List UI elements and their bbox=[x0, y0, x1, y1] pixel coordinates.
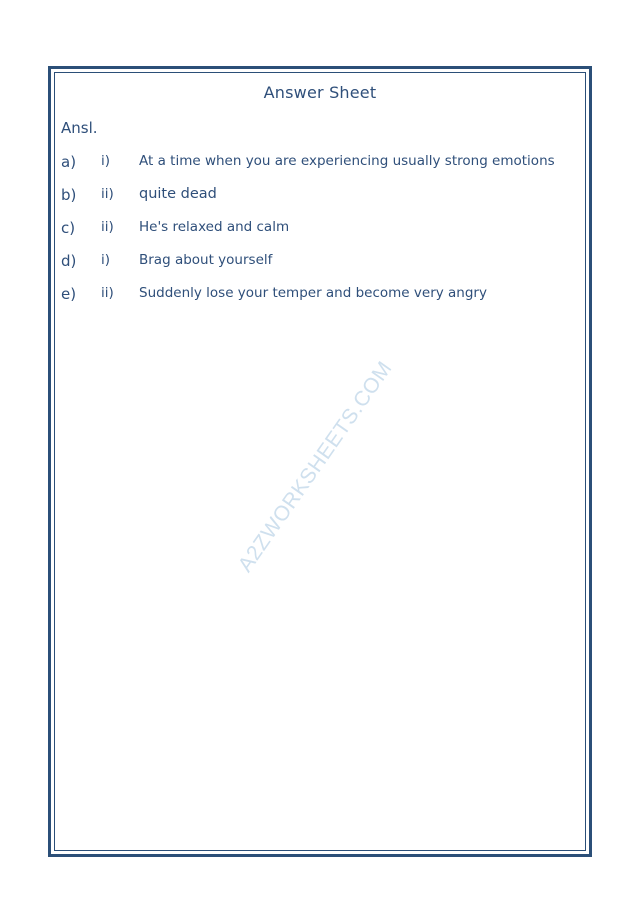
answer-list bbox=[61, 153, 575, 318]
answer-row bbox=[61, 153, 575, 186]
answer-row bbox=[61, 285, 575, 318]
answer-text: He's relaxed and calm bbox=[139, 219, 290, 235]
answer-row bbox=[61, 252, 575, 285]
answer-letter: e) bbox=[61, 285, 77, 303]
answer-letter: d) bbox=[61, 252, 77, 270]
answer-numeral: i) bbox=[101, 252, 111, 268]
answer-letter: b) bbox=[61, 186, 77, 204]
answer-numeral: ii) bbox=[101, 285, 114, 301]
answer-text: quite dead bbox=[139, 186, 217, 202]
watermark: A2ZWORKSHEETS.COM bbox=[233, 357, 397, 577]
answer-text: Suddenly lose your temper and become very angry bbox=[139, 285, 487, 301]
answer-numeral: i) bbox=[101, 153, 111, 169]
answer-row bbox=[61, 219, 575, 252]
answer-numeral: ii) bbox=[101, 219, 114, 235]
answer-row bbox=[61, 186, 575, 219]
answer-label: Ansl. bbox=[61, 119, 98, 137]
page-title: Answer Sheet bbox=[263, 83, 377, 102]
answer-letter: c) bbox=[61, 219, 76, 237]
answer-text: Brag about yourself bbox=[139, 252, 273, 268]
answer-text: At a time when you are experiencing usually strong emotions bbox=[139, 153, 555, 169]
answer-letter: a) bbox=[61, 153, 77, 171]
answer-numeral: ii) bbox=[101, 186, 114, 202]
